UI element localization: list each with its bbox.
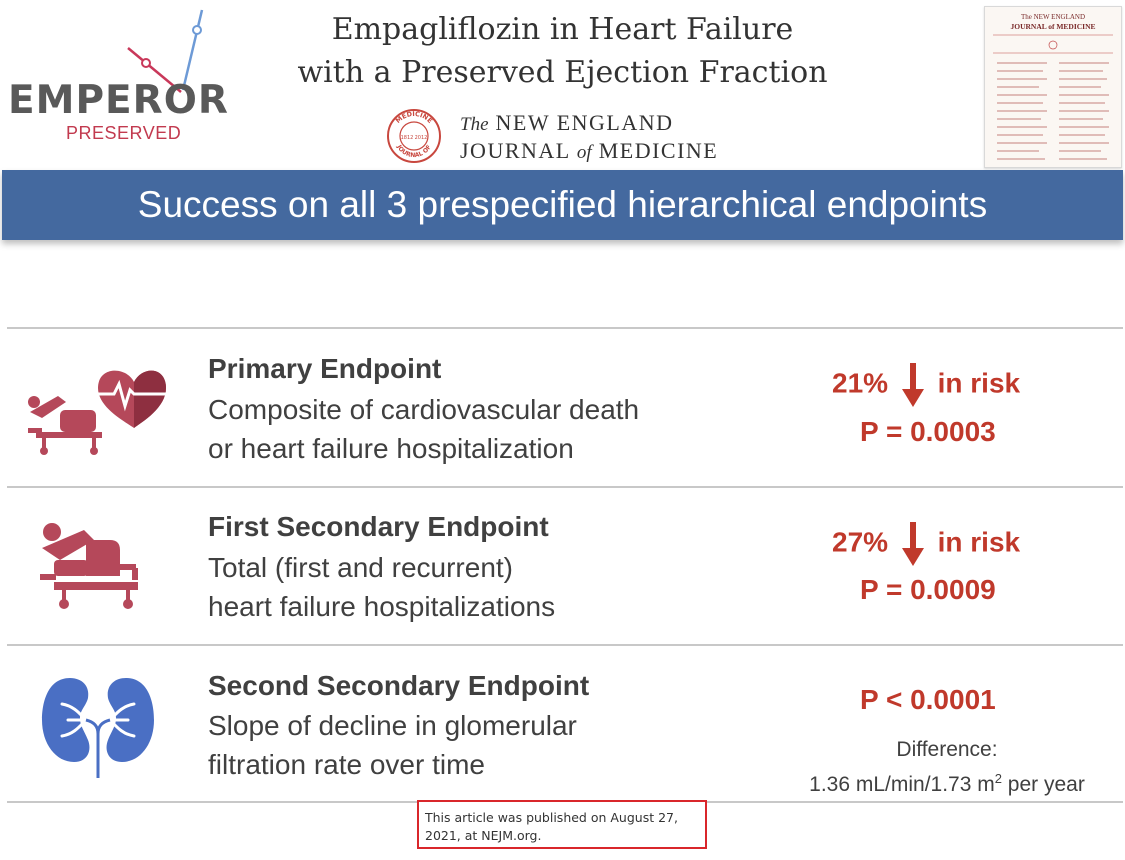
first-secondary-risk-reduction — [832, 522, 1020, 566]
first-secondary-risk-text: in risk — [937, 526, 1021, 558]
nejm-seal-icon — [386, 108, 442, 164]
difference-value — [788, 764, 1106, 800]
primary-endpoint-title: Primary Endpoint — [208, 353, 442, 384]
article-title — [290, 8, 835, 94]
divider — [7, 486, 1123, 488]
patient-bed-heart-icon — [22, 352, 170, 460]
article-title-line-1: Empagliflozin in Heart Failure — [331, 12, 794, 47]
headline-banner-text: Success on all 3 prespecified hierarchical endpoints — [137, 184, 988, 225]
first-secondary-endpoint-title: First Secondary Endpoint — [208, 511, 549, 542]
masthead-of: of — [576, 142, 592, 163]
logo-wordmark: EMPEROR — [8, 78, 229, 123]
first-secondary-desc-line-2: heart failure hospitalizations — [208, 591, 556, 622]
headline-banner — [2, 170, 1123, 240]
divider — [7, 644, 1123, 646]
divider — [7, 327, 1123, 329]
seal-year-left: 1812 — [400, 135, 414, 141]
masthead-line-1: NEW ENGLAND — [495, 110, 674, 135]
masthead-journal: JOURNAL — [460, 138, 570, 163]
nejm-masthead — [460, 110, 718, 166]
masthead-the: The — [460, 114, 489, 135]
difference-unit: per year — [1001, 773, 1085, 796]
primary-endpoint-desc-line-1: Composite of cardiovascular death — [208, 394, 640, 425]
cover-title-line-2: JOURNAL of MEDICINE — [1010, 22, 1096, 31]
second-secondary-desc-line-2: filtration rate over time — [208, 749, 485, 780]
seal-top-text: MEDICINE — [394, 109, 435, 125]
patient-bed-icon — [36, 520, 160, 610]
first-secondary-p-value: P = 0.0009 — [860, 574, 996, 605]
cover-title-line-1: The NEW ENGLAND — [1020, 13, 1086, 21]
first-secondary-risk-pct: 27% — [832, 526, 889, 558]
article-title-line-2: with a Preserved Ejection Fraction — [297, 55, 828, 90]
publication-note: This article was published on August 27, 2021, at NEJM.org. — [417, 800, 707, 849]
difference-label: Difference: — [896, 738, 998, 761]
emperor-preserved-logo — [0, 0, 240, 160]
down-arrow-icon — [902, 363, 924, 407]
journal-cover-thumbnail — [984, 6, 1122, 168]
cover-text-lines — [985, 7, 1121, 167]
seal-bottom-text: JOURNAL OF — [395, 143, 433, 160]
first-secondary-desc-line-1: Total (first and recurrent) — [208, 552, 513, 583]
second-secondary-p-value: P < 0.0001 — [860, 684, 996, 715]
primary-endpoint-desc-line-2: or heart failure hospitalization — [208, 433, 574, 464]
masthead-medicine: MEDICINE — [598, 138, 719, 163]
primary-risk-reduction — [832, 363, 1020, 407]
primary-risk-text: in risk — [937, 367, 1021, 399]
difference-superscript: 2 — [994, 771, 1002, 786]
second-secondary-endpoint-title: Second Secondary Endpoint — [208, 670, 590, 701]
second-secondary-desc-line-1: Slope of decline in glomerular — [208, 710, 577, 741]
logo-subtitle: PRESERVED — [66, 123, 182, 143]
down-arrow-icon — [902, 522, 924, 566]
primary-risk-pct: 21% — [832, 367, 889, 399]
kidney-icon — [40, 672, 156, 782]
difference-number: 1.36 mL/min/1.73 m — [809, 773, 995, 796]
seal-year-right: 2012 — [414, 135, 428, 141]
primary-p-value: P = 0.0003 — [860, 416, 996, 447]
